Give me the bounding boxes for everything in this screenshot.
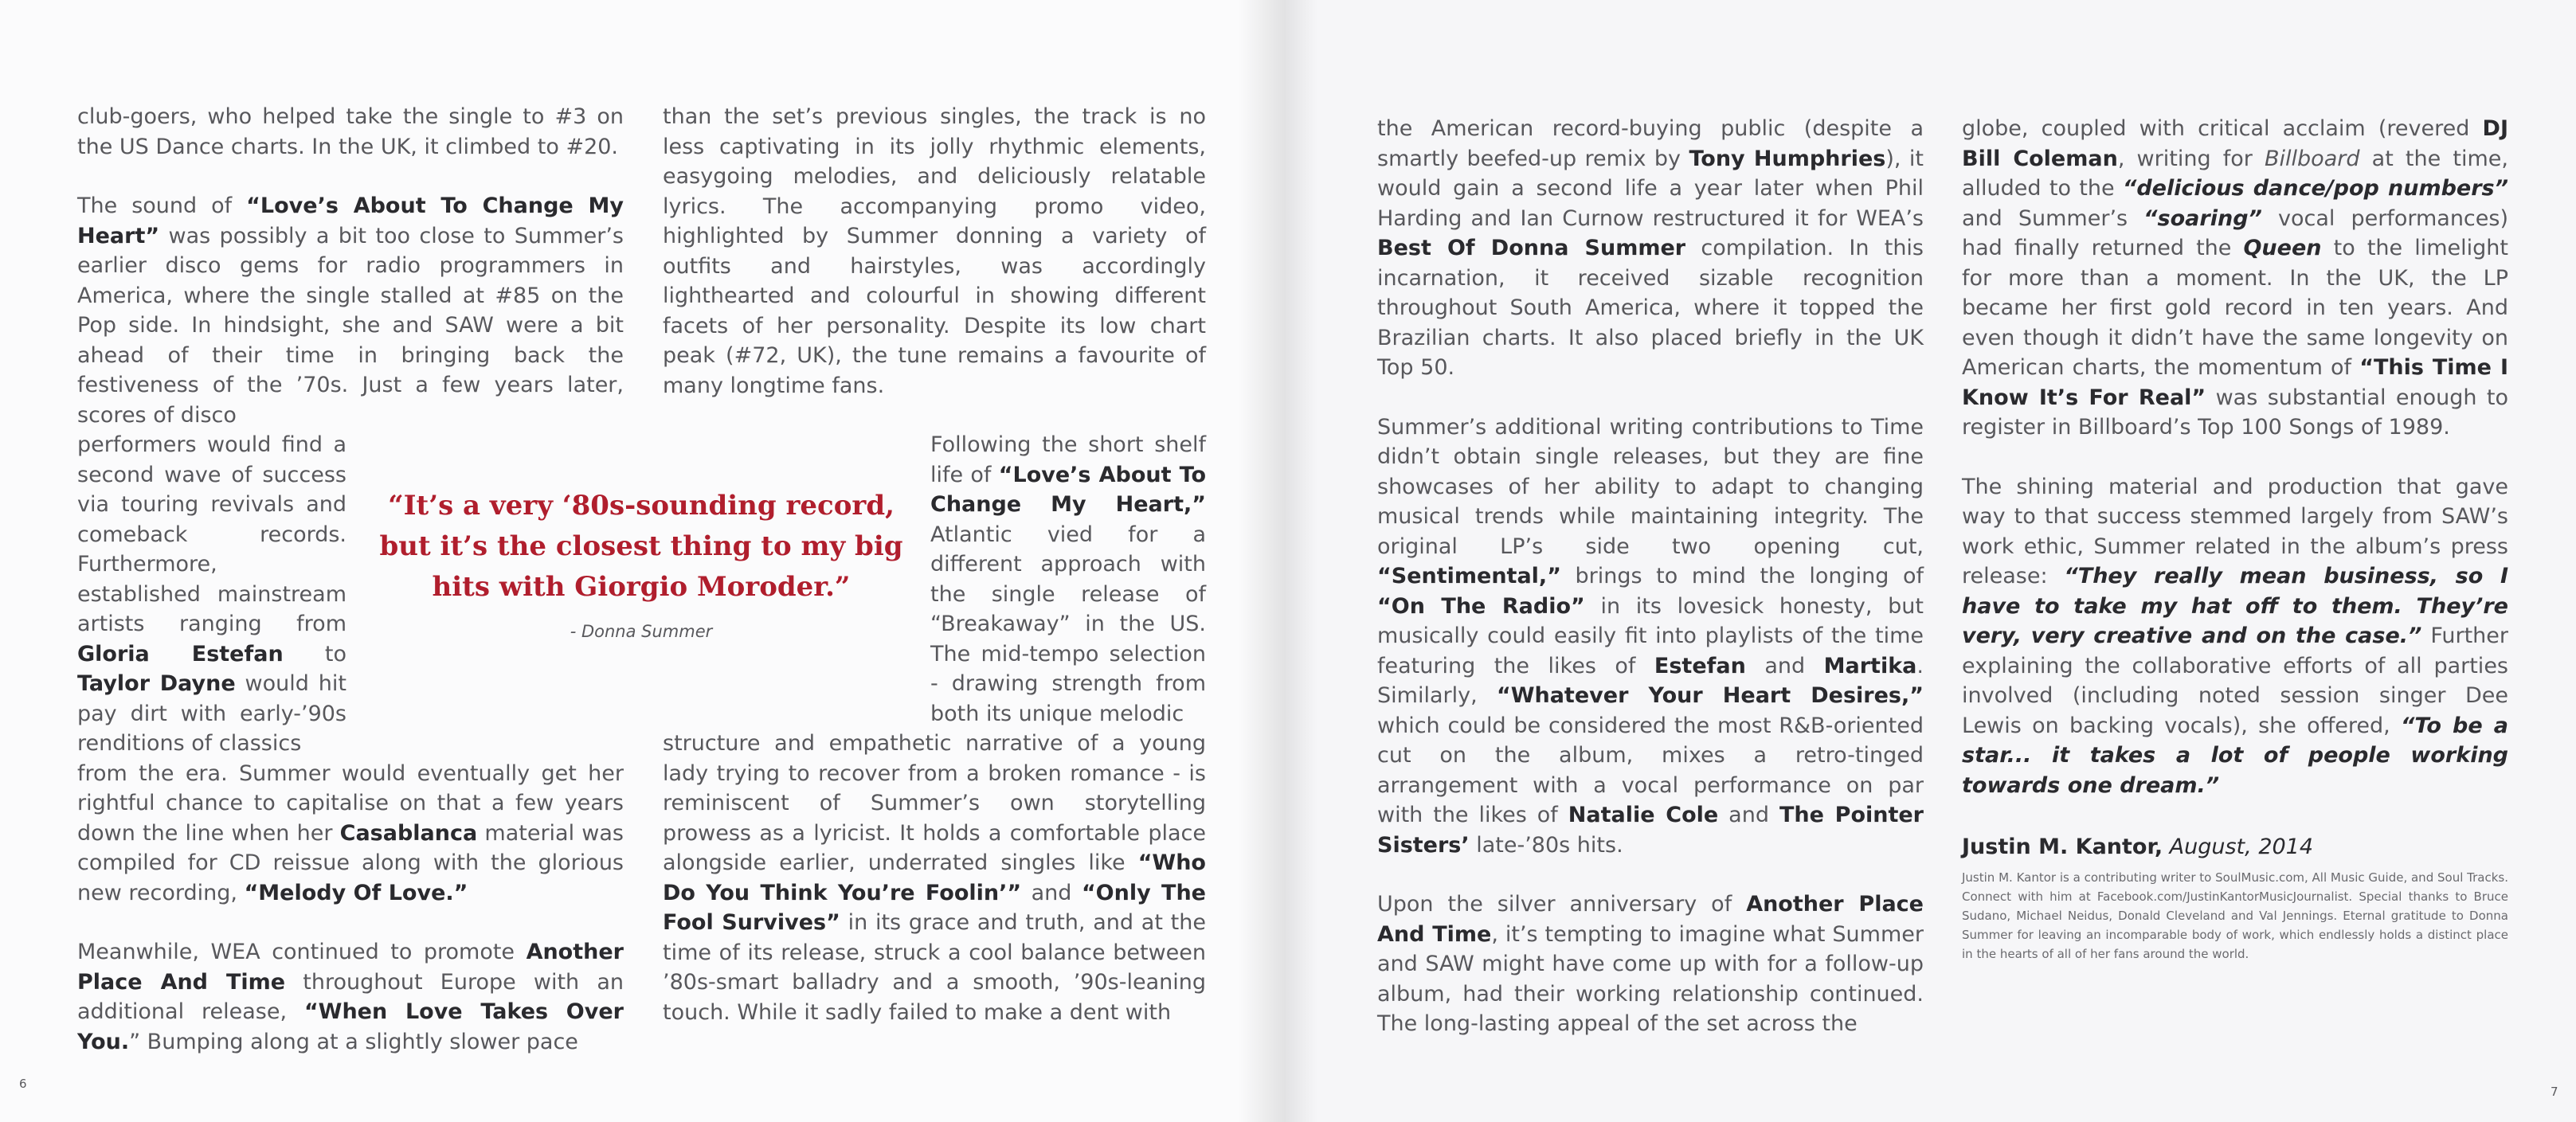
page-number-left: 6 <box>19 1077 27 1091</box>
paragraph: globe, coupled with critical acclaim (revered DJ Bill Coleman, writing for Billboard at the time, alluded to the “delicious dance/pop numbers” and Summer’s “soaring” vocal performances) had finally returned the Queen to the limelight for more than a moment. In the UK, the LP became her first gold record in ten years. And even though it didn’t have the same longevity on American charts, the momentum of “This Time I Know It’s For Real” was substantial enough to register in Billboard’s Top 100 Songs of 1989. <box>1962 116 2509 440</box>
bold-text: “On The Radio” <box>1377 593 1585 619</box>
right-column-2 <box>1962 114 2508 964</box>
bold-text: Tony Humphries <box>1689 146 1886 171</box>
italic-text: Billboard <box>2265 146 2360 171</box>
bold-text: Best Of Donna Summer <box>1377 236 1686 260</box>
emphasis-text: Queen <box>2243 236 2322 260</box>
bold-text: “Melody Of Love.” <box>244 880 468 905</box>
paragraph: from the era. Summer would eventually get her rightful chance to capitalise on that a few years down the line when her Casablanca material was compiled for CD reissue along with the glorious new recording, “Melody Of Love.” <box>77 760 624 905</box>
bold-text: DJ Bill Coleman <box>1962 116 2508 171</box>
paragraph-wrap: performers would find a second wave of success via touring revivals and comeback records. Furthermore, established mainstream artists ranging from Gloria Estefan to Taylor Dayne would hit pay dirt with early-’90s renditions of classics <box>77 432 346 756</box>
gutter-shadow <box>1286 0 1317 1122</box>
paragraph: Meanwhile, WEA continued to promote Another Place And Time throughout Europe with an additional release, “When Love Takes Over You.” Bumping along at a slightly slower pace <box>77 940 624 1054</box>
author-name: Justin M. Kantor, <box>1962 835 2163 859</box>
paragraph: than the set’s previous singles, the track is no less captivating in its jolly rhythmic elements, easygoing melodies, and deliciously relatable lyrics. The accompanying promo video, highlighted by Summer donning a variety of outfits and hairstyles, was accordingly lighthearted and colourful in showing different facets of her personality. Despite its low chart peak (#72, UK), the tune remains a favourite of many longtime fans. <box>663 104 1206 398</box>
bold-text: “This Time I Know It’s For Real” <box>1962 355 2508 410</box>
paragraph: the American record-buying public (despite a smartly beefed-up remix by Tony Humphries), it would gain a second life a year later when Phil Harding and Ian Curnow restructured it for WEA’s Best Of Donna Summer compilation. In this incarnation, it received sizable recognition throughout South America, where it topped the Brazilian charts. It also placed briefly in the UK Top 50. <box>1377 116 1924 380</box>
author-bio: Justin M. Kantor is a contributing writer to SoulMusic.com, All Music Guide, and Soul Tracks. Connect with him at Facebook.com/JustinKantorMusicJournalist. Special thanks to Bruce Sudano, Michael Neidus, Donald Cleveland and Val Jennings. Eternal gratitude to Donna Summer for leaving an incomparable body of work, which endlessly holds a distinct place in the hearts of all of her fans around the world. <box>1962 870 2508 961</box>
right-column-1 <box>1377 114 1924 1039</box>
bold-text: “Love’s About To Change My Heart,” <box>930 462 1206 517</box>
paragraph: The shining material and production that gave way to that success stemmed largely from SAW’s work ethic, Summer related in the album’s press release: “They really mean business, so I have to take my hat off to them. They’re very, very creative and on the case.” Further explaining the collaborative efforts of all parties involved (including noted session singer Dee Lewis on backing vocals), she offered, “To be a star... it takes a lot of people working towards one dream.” <box>1962 474 2509 798</box>
bold-text: Natalie Cole <box>1568 803 1719 827</box>
bold-text: Gloria Estefan <box>77 641 284 667</box>
paragraph: Summer’s additional writing contributions to Time didn’t obtain single releases, but they are fine showcases of her ability to adapt to changing musical trends while maintaining integrity. The original LP’s side two opening cut, “Sentimental,” brings to mind the longing of “On The Radio” in its lovesick honesty, but musically could easily fit into playlists of the time featuring the likes of Estefan and Martika. Similarly, “Whatever Your Heart Desires,” which could be considered the most R&B-oriented cut on the album, mixes a retro-tinged arrangement with a vocal performance on par with the likes of Natalie Cole and The Pointer Sisters’ late-’80s hits. <box>1377 414 1924 858</box>
bold-text: Martika <box>1823 653 1917 678</box>
bold-text: “Love’s About To Change My Heart” <box>77 194 624 248</box>
bold-text: “When Love Takes Over You. <box>77 999 624 1054</box>
left-page <box>0 0 1286 1122</box>
gutter-shadow <box>1238 0 1286 1122</box>
bold-text: Another Place And Time <box>1377 892 1924 947</box>
byline <box>1962 832 2508 862</box>
bold-text: “Sentimental,” <box>1377 564 1561 588</box>
emphasis-text: “delicious dance/pop numbers” <box>2122 176 2508 201</box>
byline-date: August, 2014 <box>2163 835 2314 859</box>
bold-text: “Who Do You Think You’re Foolin’” <box>663 850 1206 905</box>
page-number-right: 7 <box>2551 1085 2558 1099</box>
right-page <box>1286 0 2576 1122</box>
pull-quote <box>370 486 912 641</box>
paragraph-wrap: Following the short shelf life of “Love’s About To Change My Heart,” Atlantic vied for a different approach with the single release of “Breakaway” in the US. The mid-tempo selection - drawing strength from both its unique melodic <box>930 432 1206 726</box>
paragraph: club-goers, who helped take the single to #3 on the US Dance charts. In the UK, it climbed to #20. <box>77 104 624 159</box>
paragraph: structure and empathetic narrative of a young lady trying to recover from a broken romance - is reminiscent of Summer’s own storytelling prowess as a lyricist. It holds a comfortable place alongside earlier, underrated singles like “Who Do You Think You’re Foolin’” and “Only The Fool Survives” in its grace and truth, and at the time of its release, struck a cool balance between ’80s-smart balladry and a smooth, ’90s-leaning touch. While it sadly failed to make a dent with <box>663 731 1206 1025</box>
paragraph: Upon the silver anniversary of Another Place And Time, it’s tempting to imagine what Summer and SAW might have come up with for a follow-up album, had their working relationship continued. The long-lasting appeal of the set across the <box>1377 892 1924 1036</box>
bold-text: Another Place And Time <box>77 940 624 995</box>
bold-text: Casablanca <box>339 820 478 846</box>
bold-text: “Only The Fool Survives” <box>663 880 1206 935</box>
paragraph: The sound of “Love’s About To Change My Heart” was possibly a bit too close to Summer’s earlier disco gems for radio programmers in America, where the single stalled at #85 on the Pop side. In hindsight, she and SAW were a bit ahead of their time in bringing back the festiveness of the ’70s. Just a few years later, scores of disco <box>77 194 624 428</box>
bold-text: Estefan <box>1654 653 1746 678</box>
bold-text: Taylor Dayne <box>77 671 236 696</box>
emphasis-text: “soaring” <box>2143 205 2262 231</box>
emphasis-text: “To be a star... it takes a lot of people working towards one dream.” <box>1962 713 2508 798</box>
bold-text: The Pointer Sisters’ <box>1377 803 1924 858</box>
emphasis-text: “They really mean business, so I have to take my hat off to them. They’re very, very creative and on the case.” <box>1962 564 2508 648</box>
pull-quote-attribution: - Donna Summer <box>570 622 713 641</box>
pull-quote-text: “It’s a very ‘80s-sounding record, but it’s the closest thing to my big hits with Giorgio Moroder.” <box>379 490 903 603</box>
bold-text: “Whatever Your Heart Desires,” <box>1496 683 1924 708</box>
